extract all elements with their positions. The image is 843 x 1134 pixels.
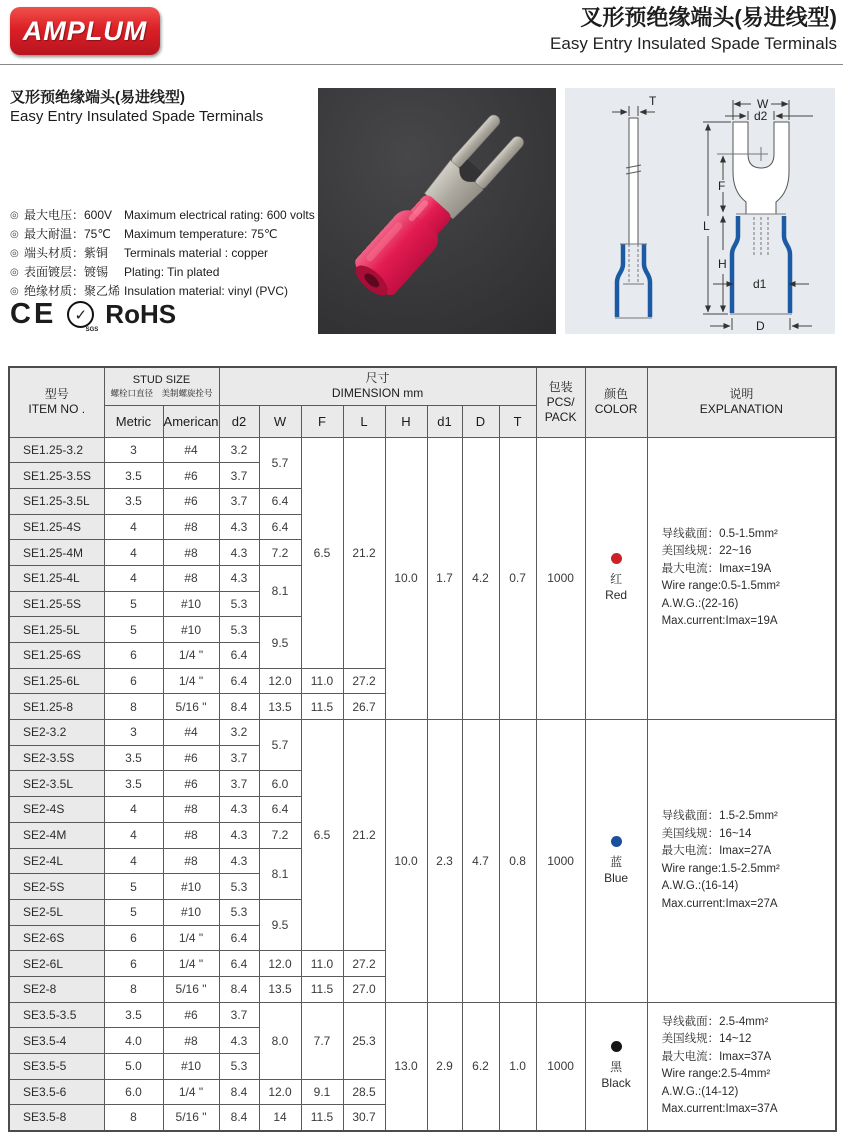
w-cell: 6.0 xyxy=(259,771,301,797)
pack-cell: 1000 xyxy=(536,1002,585,1130)
d2-cell: 3.7 xyxy=(219,463,259,489)
w-cell: 14 xyxy=(259,1105,301,1131)
color-name-zh: 黑 xyxy=(610,1060,623,1075)
l-cell: 27.2 xyxy=(343,951,385,977)
f-cell: 11.5 xyxy=(301,1105,343,1131)
american-cell: #6 xyxy=(163,463,219,489)
metric-cell: 5 xyxy=(104,874,163,900)
explanation-line: 美国线规：22~16 xyxy=(661,545,752,558)
metric-cell: 6 xyxy=(104,925,163,951)
col-h: H xyxy=(385,405,427,437)
w-cell: 6.4 xyxy=(259,797,301,823)
table-row xyxy=(9,437,836,463)
american-cell: #4 xyxy=(163,437,219,463)
spec-zh: 最大耐温：75℃ xyxy=(24,227,111,241)
col-t: T xyxy=(499,405,536,437)
d2-cell: 4.3 xyxy=(219,540,259,566)
american-cell: 1/4 " xyxy=(163,643,219,669)
american-cell: 1/4 " xyxy=(163,951,219,977)
item-no-cell: SE2-6L xyxy=(9,951,104,977)
metric-cell: 4 xyxy=(104,540,163,566)
d2-cell: 4.3 xyxy=(219,565,259,591)
item-no-cell: SE1.25-4M xyxy=(9,540,104,566)
col-f: F xyxy=(301,405,343,437)
american-cell: #10 xyxy=(163,1054,219,1080)
f-cell: 6.5 xyxy=(301,720,343,951)
label-d1: d1 xyxy=(753,277,767,291)
metric-cell: 3.5 xyxy=(104,1002,163,1028)
w-cell: 12.0 xyxy=(259,1079,301,1105)
d2-cell: 8.4 xyxy=(219,1105,259,1131)
product-intro xyxy=(10,88,310,126)
spec-list xyxy=(10,206,315,301)
w-cell: 5.7 xyxy=(259,437,301,488)
item-no-cell: SE1.25-3.5L xyxy=(9,488,104,514)
american-cell: #8 xyxy=(163,1028,219,1054)
l-cell: 28.5 xyxy=(343,1079,385,1105)
color-name-en: Red xyxy=(605,588,628,603)
d2-cell: 8.4 xyxy=(219,1079,259,1105)
american-cell: #8 xyxy=(163,797,219,823)
sleeve-front xyxy=(732,216,790,313)
metric-cell: 5 xyxy=(104,591,163,617)
explanation-line: A.W.G.:(16-14) xyxy=(661,880,739,893)
col-d1: d1 xyxy=(427,405,462,437)
spec-row xyxy=(10,263,315,282)
metric-cell: 5 xyxy=(104,617,163,643)
f-cell: 7.7 xyxy=(301,1002,343,1079)
american-cell: 1/4 " xyxy=(163,925,219,951)
d2-cell: 3.7 xyxy=(219,745,259,771)
f-cell: 11.5 xyxy=(301,694,343,720)
color-cell xyxy=(585,720,647,1003)
col-metric: Metric xyxy=(104,405,163,437)
d2-cell: 8.4 xyxy=(219,694,259,720)
l-cell: 25.3 xyxy=(343,1002,385,1079)
american-cell: #4 xyxy=(163,720,219,746)
explanation-cell xyxy=(647,1002,836,1130)
col-w: W xyxy=(259,405,301,437)
explanation-line: 导线截面：1.5-2.5mm² xyxy=(661,810,778,823)
ce-mark-icon: CE xyxy=(10,298,57,330)
amplum-logo: AMPLUM xyxy=(10,7,160,55)
american-cell: #6 xyxy=(163,488,219,514)
sleeve-side xyxy=(617,244,650,317)
color-cell xyxy=(585,1002,647,1130)
spec-en: Terminals material : copper xyxy=(124,246,269,260)
d2-cell: 4.3 xyxy=(219,848,259,874)
explanation-line: Wire range:1.5-2.5mm² xyxy=(661,862,780,875)
d2-cell: 4.3 xyxy=(219,1028,259,1054)
pack-cell: 1000 xyxy=(536,720,585,1003)
item-no-cell: SE2-4S xyxy=(9,797,104,823)
table-row xyxy=(9,720,836,746)
col-american: American xyxy=(163,405,219,437)
col-d2: d2 xyxy=(219,405,259,437)
american-cell: 5/16 " xyxy=(163,1105,219,1131)
col-l: L xyxy=(343,405,385,437)
spec-en: Plating: Tin plated xyxy=(124,265,220,279)
d2-cell: 3.7 xyxy=(219,1002,259,1028)
d-cell: 6.2 xyxy=(462,1002,499,1130)
w-cell: 8.1 xyxy=(259,565,301,616)
l-dimension xyxy=(703,122,731,314)
col-item-no: 型号 ITEM NO . xyxy=(9,367,104,437)
sleeve-side-lines xyxy=(615,244,652,318)
label-T: T xyxy=(649,94,657,108)
item-no-cell: SE1.25-6S xyxy=(9,643,104,669)
h-cell: 10.0 xyxy=(385,720,427,1003)
w-cell: 9.5 xyxy=(259,617,301,668)
bullet-icon: ◎ xyxy=(10,267,19,278)
item-no-cell: SE2-3.5S xyxy=(9,745,104,771)
metric-cell: 8 xyxy=(104,1105,163,1131)
table-head xyxy=(9,367,836,437)
pack-cell: 1000 xyxy=(536,437,585,720)
item-no-cell: SE1.25-3.2 xyxy=(9,437,104,463)
f-cell: 11.0 xyxy=(301,951,343,977)
metric-cell: 4 xyxy=(104,822,163,848)
spec-en: Maximum electrical rating: 600 volts xyxy=(124,208,315,222)
explanation-line: 最大电流：Imax=19A xyxy=(661,562,772,575)
label-D: D xyxy=(756,319,765,333)
label-F: F xyxy=(718,179,726,193)
color-dot-icon xyxy=(611,836,622,847)
label-d2: d2 xyxy=(754,109,768,123)
terminal-photo-svg xyxy=(318,88,556,334)
metric-cell: 3.5 xyxy=(104,463,163,489)
label-L: L xyxy=(703,219,710,233)
metric-cell: 4 xyxy=(104,514,163,540)
item-no-cell: SE1.25-4L xyxy=(9,565,104,591)
spec-en: Maximum temperature: 75℃ xyxy=(124,227,278,241)
item-no-cell: SE2-3.2 xyxy=(9,720,104,746)
metric-cell: 4.0 xyxy=(104,1028,163,1054)
american-cell: #8 xyxy=(163,514,219,540)
spec-en: Insulation material: vinyl (PVC) xyxy=(124,284,289,298)
american-cell: #10 xyxy=(163,591,219,617)
american-cell: #6 xyxy=(163,745,219,771)
col-pack: 包装 PCS/ PACK xyxy=(536,367,585,437)
spec-row xyxy=(10,206,315,225)
h-cell: 13.0 xyxy=(385,1002,427,1130)
d-cell: 4.2 xyxy=(462,437,499,720)
item-no-cell: SE3.5-8 xyxy=(9,1105,104,1131)
spec-zh: 绝缘材质：聚乙烯 xyxy=(24,284,121,298)
h-cell: 10.0 xyxy=(385,437,427,720)
fork-front xyxy=(733,122,789,214)
bullet-icon: ◎ xyxy=(10,286,19,297)
explanation-line: 最大电流：Imax=27A xyxy=(661,845,772,858)
color-dot-icon xyxy=(611,553,622,564)
metric-cell: 8 xyxy=(104,976,163,1002)
item-no-cell: SE3.5-5 xyxy=(9,1054,104,1080)
item-no-cell: SE3.5-4 xyxy=(9,1028,104,1054)
metric-cell: 4 xyxy=(104,565,163,591)
l-cell: 26.7 xyxy=(343,694,385,720)
stud-american-zh: 美制螺旋拴号 xyxy=(161,387,213,398)
d2-cell: 4.3 xyxy=(219,797,259,823)
l-cell: 27.2 xyxy=(343,668,385,694)
american-cell: #10 xyxy=(163,874,219,900)
header-divider xyxy=(0,64,843,65)
american-cell: #10 xyxy=(163,899,219,925)
metric-cell: 6.0 xyxy=(104,1079,163,1105)
metric-cell: 3.5 xyxy=(104,771,163,797)
explanation-cell xyxy=(647,437,836,720)
spec-row xyxy=(10,225,315,244)
w-cell: 6.4 xyxy=(259,488,301,514)
w-cell: 7.2 xyxy=(259,822,301,848)
product-title-zh: 叉形预绝缘端头(易进线型) xyxy=(10,89,185,106)
f-cell: 9.1 xyxy=(301,1079,343,1105)
color-dot-icon xyxy=(611,1041,622,1052)
col-color: 颜色 COLOR xyxy=(585,367,647,437)
l-cell: 30.7 xyxy=(343,1105,385,1131)
product-title-en: Easy Entry Insulated Spade Terminals xyxy=(10,108,264,125)
d2-cell: 3.2 xyxy=(219,720,259,746)
d2-cell: 3.2 xyxy=(219,437,259,463)
american-cell: #6 xyxy=(163,771,219,797)
w-cell: 6.4 xyxy=(259,514,301,540)
t-cell: 0.8 xyxy=(499,720,536,1003)
explanation-cell xyxy=(647,720,836,1003)
w-cell: 13.5 xyxy=(259,976,301,1002)
stud-metric-zh: 螺栓口直径 xyxy=(110,387,154,398)
spec-zh: 表面镀层：镀锡 xyxy=(24,265,109,279)
explanation-line: A.W.G.:(22-16) xyxy=(661,597,739,610)
rohs-mark: RoHS xyxy=(105,299,177,329)
explanation-line: 导线截面：0.5-1.5mm² xyxy=(661,527,778,540)
d2-cell: 6.4 xyxy=(219,951,259,977)
f-cell: 6.5 xyxy=(301,437,343,668)
d2-cell: 5.3 xyxy=(219,617,259,643)
w-cell: 8.0 xyxy=(259,1002,301,1079)
f-cell: 11.0 xyxy=(301,668,343,694)
d2-cell: 6.4 xyxy=(219,643,259,669)
item-no-cell: SE2-5S xyxy=(9,874,104,900)
metric-cell: 6 xyxy=(104,643,163,669)
item-no-cell: SE2-4L xyxy=(9,848,104,874)
col-dimension: 尺寸 DIMENSION mm xyxy=(219,367,536,405)
item-no-cell: SE2-5L xyxy=(9,899,104,925)
bullet-icon: ◎ xyxy=(10,248,19,259)
american-cell: #10 xyxy=(163,617,219,643)
label-W: W xyxy=(757,97,769,111)
d2-cell: 5.3 xyxy=(219,874,259,900)
page-header xyxy=(0,0,843,64)
explanation-line: A.W.G.:(14-12) xyxy=(661,1085,739,1098)
metric-cell: 8 xyxy=(104,694,163,720)
explanation-line: 美国线规：16~14 xyxy=(661,827,752,840)
american-cell: #8 xyxy=(163,822,219,848)
explanation-line: 最大电流：Imax=37A xyxy=(661,1050,772,1063)
table-row xyxy=(9,1002,836,1028)
w-cell: 9.5 xyxy=(259,899,301,950)
metric-cell: 6 xyxy=(104,951,163,977)
bullet-icon: ◎ xyxy=(10,229,19,240)
metric-cell: 6 xyxy=(104,668,163,694)
d2-cell: 4.3 xyxy=(219,822,259,848)
col-stud-size: STUD SIZE 螺栓口直径 美制螺旋拴号 xyxy=(104,367,219,405)
item-no-cell: SE1.25-5S xyxy=(9,591,104,617)
metric-cell: 5.0 xyxy=(104,1054,163,1080)
metric-cell: 3.5 xyxy=(104,488,163,514)
sgs-label: SGS xyxy=(85,327,99,333)
diagram-svg xyxy=(565,88,835,334)
american-cell: #6 xyxy=(163,1002,219,1028)
d2-cell: 8.4 xyxy=(219,976,259,1002)
d1-cell: 2.3 xyxy=(427,720,462,1003)
col-d: D xyxy=(462,405,499,437)
dimension-diagram xyxy=(565,88,835,334)
t-cell: 0.7 xyxy=(499,437,536,720)
american-cell: 5/16 " xyxy=(163,976,219,1002)
side-view xyxy=(626,118,641,244)
item-no-cell: SE1.25-6L xyxy=(9,668,104,694)
color-name-zh: 红 xyxy=(610,572,623,587)
american-cell: #8 xyxy=(163,848,219,874)
d2-cell: 3.7 xyxy=(219,488,259,514)
metric-cell: 4 xyxy=(104,848,163,874)
american-cell: 1/4 " xyxy=(163,668,219,694)
sgs-badge-icon xyxy=(67,301,99,333)
metric-cell: 4 xyxy=(104,797,163,823)
color-name-en: Black xyxy=(601,1076,631,1091)
l-cell: 21.2 xyxy=(343,720,385,951)
d2-cell: 5.3 xyxy=(219,1054,259,1080)
col-explanation: 说明 EXPLANATION xyxy=(647,367,836,437)
american-cell: 5/16 " xyxy=(163,694,219,720)
t-cell: 1.0 xyxy=(499,1002,536,1130)
spec-zh: 端头材质：紫铜 xyxy=(24,246,109,260)
color-name-zh: 蓝 xyxy=(610,854,623,869)
w-cell: 8.1 xyxy=(259,848,301,899)
metric-cell: 3.5 xyxy=(104,745,163,771)
metric-cell: 3 xyxy=(104,437,163,463)
d2-cell: 5.3 xyxy=(219,591,259,617)
w-cell: 7.2 xyxy=(259,540,301,566)
label-H: H xyxy=(718,257,727,271)
item-no-cell: SE2-8 xyxy=(9,976,104,1002)
american-cell: #8 xyxy=(163,540,219,566)
explanation-line: 美国线规：14~12 xyxy=(661,1033,752,1046)
explanation-line: Max.current:Imax=19A xyxy=(661,615,778,628)
explanation-line: Wire range:0.5-1.5mm² xyxy=(661,580,780,593)
item-no-cell: SE3.5-6 xyxy=(9,1079,104,1105)
check-icon: ✓ xyxy=(74,306,88,324)
certification-logos xyxy=(10,298,176,331)
bullet-icon: ◎ xyxy=(10,210,19,221)
l-cell: 21.2 xyxy=(343,437,385,668)
explanation-line: 导线截面：2.5-4mm² xyxy=(661,1015,769,1028)
l-cell: 27.0 xyxy=(343,976,385,1002)
explanation-line: Max.current:Imax=37A xyxy=(661,1103,778,1116)
american-cell: 1/4 " xyxy=(163,1079,219,1105)
item-no-cell: SE1.25-4S xyxy=(9,514,104,540)
d2-cell: 5.3 xyxy=(219,899,259,925)
explanation-line: Max.current:Imax=27A xyxy=(661,897,778,910)
metric-cell: 3 xyxy=(104,720,163,746)
d1-cell: 2.9 xyxy=(427,1002,462,1130)
d2-cell: 4.3 xyxy=(219,514,259,540)
product-photo xyxy=(318,88,556,334)
d2-cell: 6.4 xyxy=(219,668,259,694)
f-cell: 11.5 xyxy=(301,976,343,1002)
page-title-en: Easy Entry Insulated Spade Terminals xyxy=(550,34,837,53)
w-cell: 12.0 xyxy=(259,668,301,694)
tongue-side xyxy=(629,118,638,244)
metric-cell: 5 xyxy=(104,899,163,925)
d2-cell: 3.7 xyxy=(219,771,259,797)
item-no-cell: SE2-6S xyxy=(9,925,104,951)
d2-cell: 6.4 xyxy=(219,925,259,951)
slot-crosshair-icon xyxy=(754,147,768,161)
spec-zh: 最大电压：600V xyxy=(24,208,113,222)
header-titles xyxy=(550,4,837,56)
d-cell: 4.7 xyxy=(462,720,499,1003)
item-no-cell: SE1.25-5L xyxy=(9,617,104,643)
d2-dimension xyxy=(725,111,813,120)
explanation-line: Wire range:2.5-4mm² xyxy=(661,1068,771,1081)
item-no-cell: SE1.25-3.5S xyxy=(9,463,104,489)
spec-table xyxy=(8,366,837,1132)
table-body xyxy=(9,437,836,1131)
w-cell: 12.0 xyxy=(259,951,301,977)
w-cell: 5.7 xyxy=(259,720,301,771)
w-cell: 13.5 xyxy=(259,694,301,720)
item-no-cell: SE3.5-3.5 xyxy=(9,1002,104,1028)
product-section xyxy=(8,84,835,336)
item-no-cell: SE2-3.5L xyxy=(9,771,104,797)
page-title-zh: 叉形预绝缘端头(易进线型) xyxy=(580,5,837,30)
item-no-cell: SE1.25-8 xyxy=(9,694,104,720)
spec-row xyxy=(10,244,315,263)
american-cell: #8 xyxy=(163,565,219,591)
item-no-cell: SE2-4M xyxy=(9,822,104,848)
color-name-en: Blue xyxy=(604,870,629,885)
color-cell xyxy=(585,437,647,720)
d1-cell: 1.7 xyxy=(427,437,462,720)
